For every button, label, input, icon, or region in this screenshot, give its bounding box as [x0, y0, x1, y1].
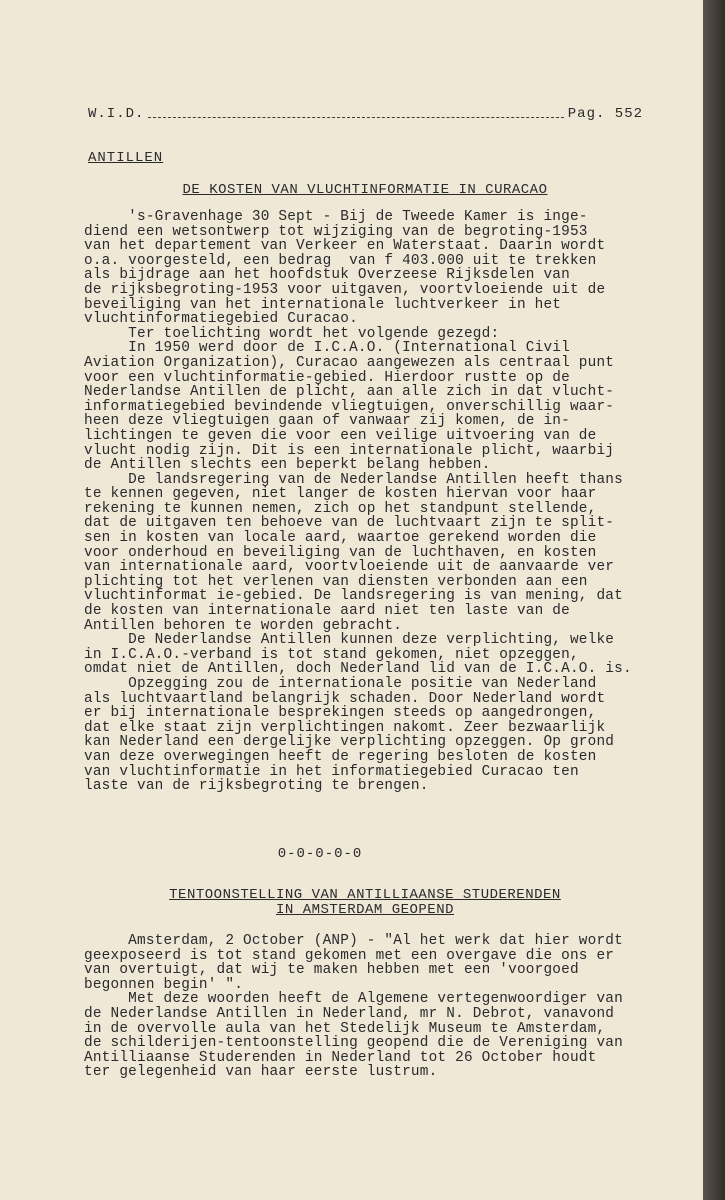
article1-title: DE KOSTEN VAN VLUCHTINFORMATIE IN CURACAO — [182, 182, 548, 198]
text-line: dat de uitgaven ten behoeve van de luchtvaart zijn te split- — [84, 515, 615, 532]
text-line: van deze overwegingen heeft de regering besloten de kosten — [84, 748, 597, 765]
text-line: de rijksbegroting-1953 voor uitgaven, voortvloeiende uit de — [84, 281, 606, 298]
text-line: Opzegging zou de internationale positie van Nederland — [84, 676, 597, 692]
text-line: Nederlandse Antillen de plicht, aan alle zich in dat vlucht- — [84, 384, 615, 401]
text-line: 's-Gravenhage 30 Sept - Bij de Tweede Kamer is inge- — [84, 209, 588, 225]
article1-body — [84, 210, 654, 794]
text-line: als luchtvaartland belangrijk schaden. Door Nederland wordt — [84, 690, 606, 707]
text-line: Amsterdam, 2 October (ANP) - "Al het werk dat hier wordt — [84, 933, 623, 949]
text-line: van overtuigt, dat wij te maken hebben met een 'voorgoed — [84, 962, 579, 979]
text-line: te kennen gegeven, niet langer de kosten hiervan voor haar — [84, 486, 597, 503]
text-line: Met deze woorden heeft de Algemene vertegenwoordiger van — [84, 991, 623, 1008]
text-line: De Nederlandse Antillen kunnen deze verplichting, welke — [84, 632, 615, 649]
text-line: de Antillen slechts een beperkt belang hebben. — [84, 457, 491, 474]
text-line: in I.C.A.O.-verband is tot stand gekomen, niet opzeggen, — [84, 646, 579, 663]
text-line: informatiegebied bevindende vliegtuigen, onverschillig waar- — [84, 398, 615, 415]
text-line: als bijdrage aan het hoofdstuk Overzeese Rijksdelen van — [84, 267, 570, 284]
page-number: Pag. 552 — [567, 106, 643, 122]
text-line: van het departement van Verkeer en Waterstaat. Daarin wordt — [84, 238, 606, 255]
text-line: voor een vluchtinformatie-gebied. Hierdoor rustte op de — [84, 369, 570, 386]
text-line: in de overvolle aula van het Stedelijk Museum te Amsterdam, — [84, 1020, 606, 1037]
text-line: dat elke staat zijn verplichtingen nakomt. Zeer bezwaarlijk — [84, 719, 606, 736]
text-line: laste van de rijksbegroting te brengen. — [84, 778, 429, 795]
text-line: diend een wetsontwerp tot wijziging van de begroting-1953 — [84, 223, 588, 240]
text-line: Antillen behoren te worden gebracht. — [84, 617, 403, 634]
text-line: sen in kosten van locale aard, waartoe gerekend worden die — [84, 530, 597, 547]
text-line: o.a. voorgesteld, een bedrag van f 403.000 uit te trekken — [84, 252, 597, 269]
page-edge-shadow — [703, 0, 725, 1200]
article2-body — [84, 934, 654, 1080]
text-line: beveiliging van het internationale luchtverkeer in het — [84, 296, 562, 313]
text-line: kan Nederland een dergelijke verplichting opzeggen. Op grond — [84, 734, 615, 751]
text-line: van internationale aard, voortvloeiende uit de aanvaarde ver — [84, 559, 615, 576]
publication-code: W.I.D. — [88, 106, 145, 122]
text-line: er bij internationale besprekingen steeds op aangedrongen, — [84, 705, 597, 722]
text-line: voor onderhoud en beveiliging van de luchthaven, en kosten — [84, 544, 597, 561]
text-line: lichtingen te geven die voor een veilige uitvoering van de — [84, 427, 597, 444]
page-header — [88, 106, 643, 122]
article2-title-line2: IN AMSTERDAM GEOPEND — [275, 902, 455, 918]
text-line: vlucht nodig zijn. Dit is een internationale plicht, waarbij — [84, 442, 615, 459]
text-line: De landsregering van de Nederlandse Antillen heeft thans — [84, 471, 623, 488]
article2-title — [130, 888, 600, 918]
text-line: de Nederlandse Antillen in Nederland, mr N. Debrot, vanavond — [84, 1005, 615, 1022]
text-line: heen deze vliegtuigen gaan of vanwaar zij komen, de in- — [84, 413, 570, 430]
header-dash-line — [148, 116, 563, 118]
text-line: omdat niet de Antillen, doch Nederland lid van de I.C.A.O. is. — [84, 661, 632, 678]
text-line: de schilderijen-tentoonstelling geopend die de Vereniging van — [84, 1035, 623, 1052]
section-label: ANTILLEN — [88, 150, 164, 166]
text-line: Aviation Organization), Curacao aangewezen als centraal punt — [84, 354, 615, 371]
text-line: vluchtinformatiegebied Curacao. — [84, 311, 358, 328]
text-line: begonnen begin' ". — [84, 976, 244, 993]
separator: 0-0-0-0-0 — [277, 846, 363, 862]
text-line: In 1950 werd door de I.C.A.O. (International Civil — [84, 340, 570, 357]
text-line: geexposeerd is tot stand gekomen met een overgave die ons er — [84, 947, 615, 964]
article2-title-line1: TENTOONSTELLING VAN ANTILLIAANSE STUDERENDEN — [169, 887, 561, 903]
text-line: van vluchtinformatie in het informatiegebied Curacao ten — [84, 763, 579, 780]
text-line: Ter toelichting wordt het volgende gezegd: — [84, 325, 500, 342]
text-line: vluchtinformat ie-gebied. De landsregering is van mening, dat — [84, 588, 623, 605]
text-line: Antilliaanse Studerenden in Nederland tot 26 October houdt — [84, 1049, 597, 1066]
text-line: de kosten van internationale aard niet ten laste van de — [84, 603, 570, 620]
text-line: ter gelegenheid van haar eerste lustrum. — [84, 1064, 438, 1081]
text-line: rekening te kunnen nemen, zich op het standpunt stellende, — [84, 500, 597, 517]
text-line: plichting tot het verlenen van diensten verbonden aan een — [84, 573, 588, 590]
